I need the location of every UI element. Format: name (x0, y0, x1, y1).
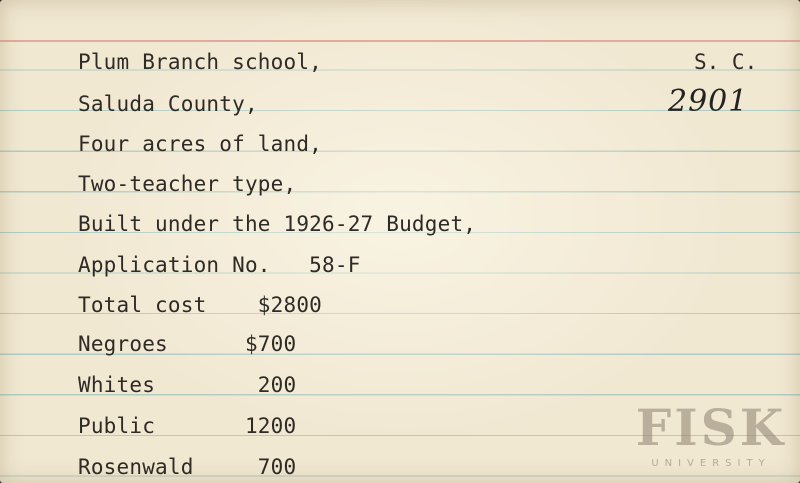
card-line-total-cost: Total cost $2800 (78, 293, 323, 317)
card-line-type: Two-teacher type, (78, 172, 297, 196)
card-line-school: Plum Branch school, (78, 50, 323, 74)
logo-wordmark: FISK (635, 398, 787, 457)
card-line-budget: Built under the 1926-27 Budget, (78, 212, 477, 236)
logo-subtitle: UNIVERSITY (651, 458, 771, 469)
red-rule-line (0, 40, 800, 42)
card-line-application: Application No. 58-F (78, 253, 361, 277)
fisk-university-logo (628, 398, 796, 478)
handwritten-card-number: 2901 (668, 84, 749, 119)
card-line-negroes: Negroes $700 (78, 332, 297, 356)
state-abbreviation: S. C. (694, 50, 758, 74)
card-line-public: Public 1200 (78, 414, 297, 438)
card-line-county: Saluda County, (78, 92, 258, 116)
card-line-rosenwald: Rosenwald 700 (78, 455, 297, 479)
card-line-land: Four acres of land, (78, 132, 323, 156)
card-line-whites: Whites 200 (78, 373, 297, 397)
